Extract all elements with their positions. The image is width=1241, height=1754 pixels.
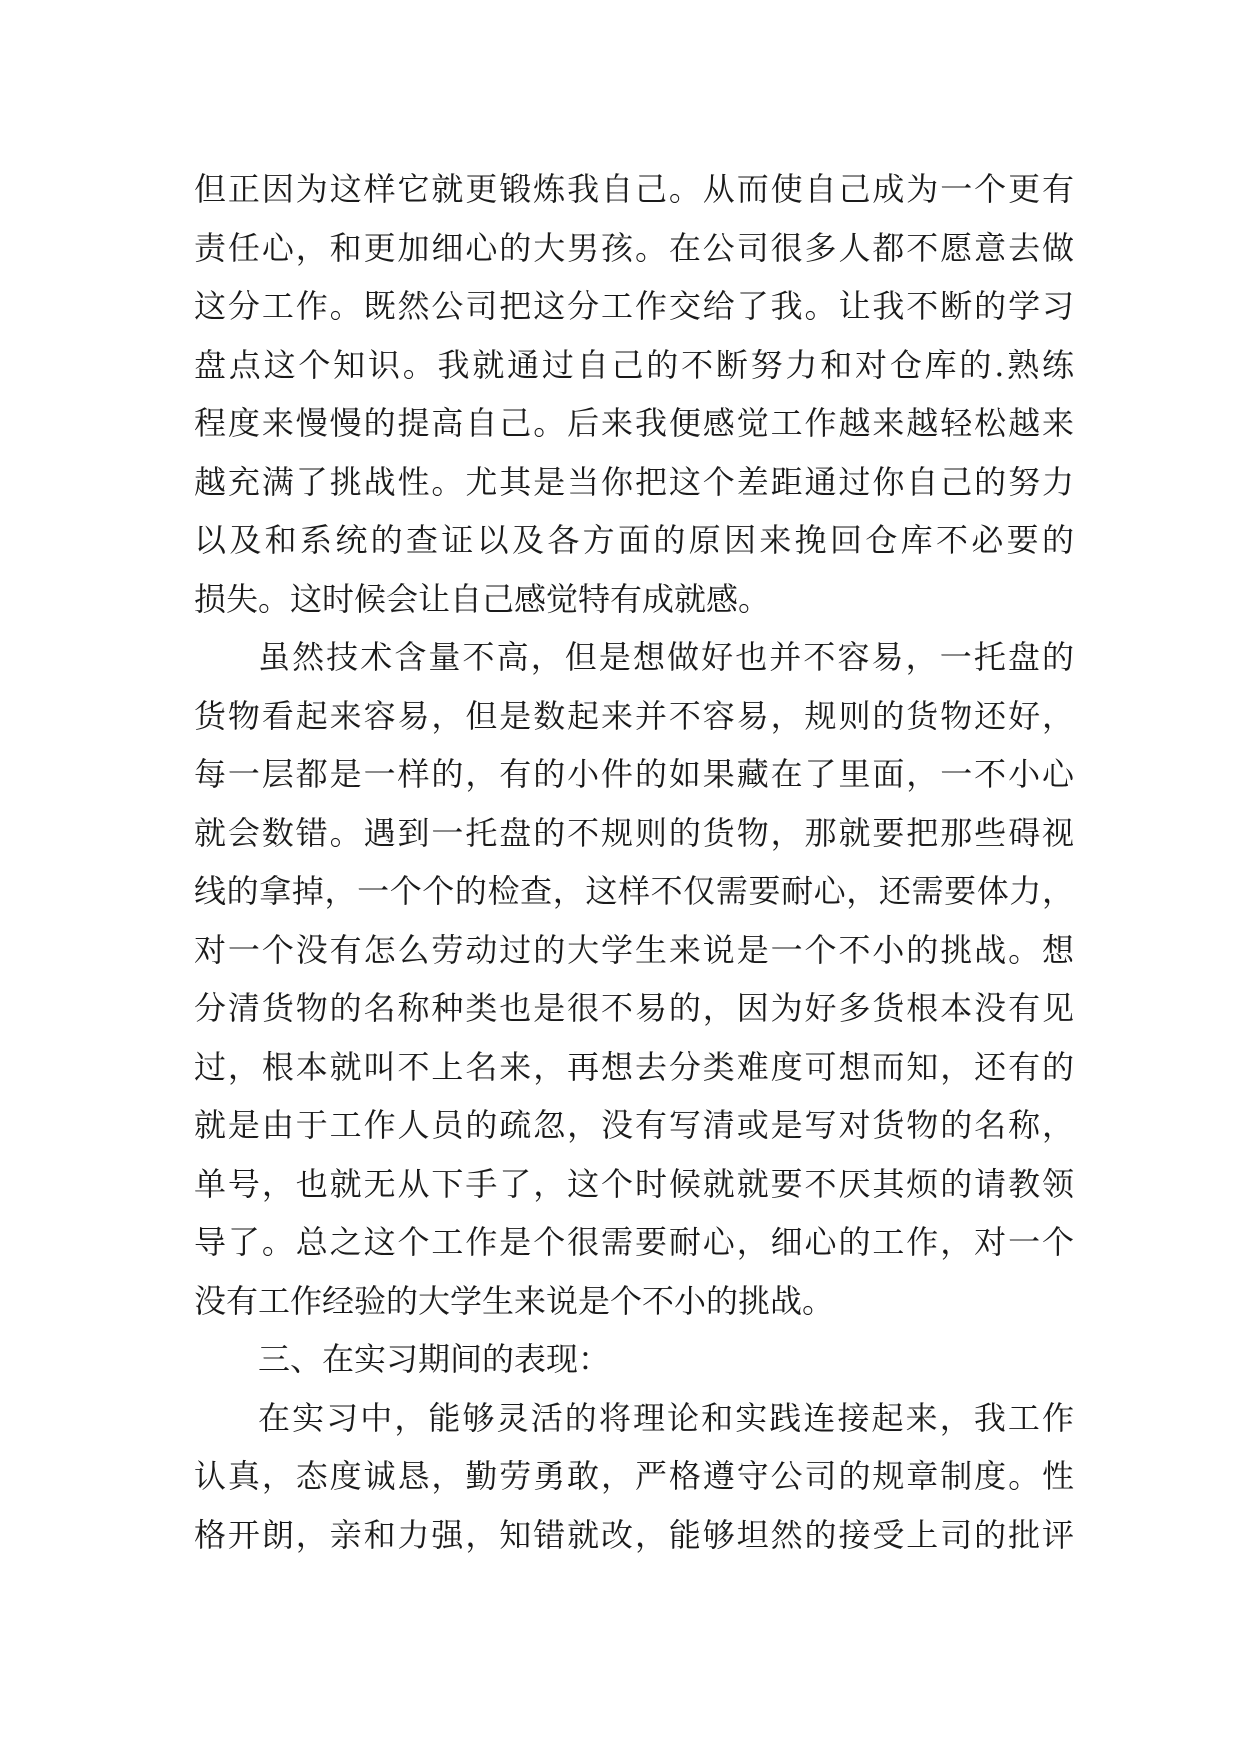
text-line: 在实习中，能够灵活的将理论和实践连接起来，我工作 xyxy=(258,1398,1074,1437)
text-line: 程度来慢慢的提高自己。后来我便感觉工作越来越轻松越来 xyxy=(194,404,1074,442)
text-line: 导了。总之这个工作是个很需要耐心，细心的工作，对一个 xyxy=(194,1223,1074,1261)
text-line: 线的拿掉，一个个的检查，这样不仅需要耐心，还需要体力， xyxy=(194,872,1074,910)
text-line: 没有工作经验的大学生来说是个不小的挑战。 xyxy=(194,1281,835,1320)
text-line: 责任心，和更加细心的大男孩。在公司很多人都不愿意去做 xyxy=(194,228,1074,267)
text-line: 货物看起来容易，但是数起来并不容易，规则的货物还好， xyxy=(194,696,1074,735)
text-line: 就会数错。遇到一托盘的不规则的货物，那就要把那些碍视 xyxy=(194,813,1074,852)
text-line: 损失。这时候会让自己感觉特有成就感。 xyxy=(194,579,771,618)
text-line: 格开朗，亲和力强，知错就改，能够坦然的接受上司的批评 xyxy=(194,1515,1074,1554)
text-line: 三、在实习期间的表现： xyxy=(258,1340,611,1378)
text-line: 但正因为这样它就更锻炼我自己。从而使自己成为一个更有 xyxy=(194,170,1074,208)
text-line: 以及和系统的查证以及各方面的原因来挽回仓库不必要的 xyxy=(194,521,1074,559)
text-line: 盘点这个知识。我就通过自己的不断努力和对仓库的.熟练 xyxy=(194,345,1074,384)
text-line: 单号，也就无从下手了，这个时候就就要不厌其烦的请教领 xyxy=(194,1164,1074,1203)
text-line: 就是由于工作人员的疏忽，没有写清或是写对货物的名称， xyxy=(194,1106,1074,1144)
text-line: 认真，态度诚恳，勤劳勇敢，严格遵守公司的规章制度。性 xyxy=(194,1457,1074,1495)
text-line: 每一层都是一样的，有的小件的如果藏在了里面，一不小心 xyxy=(194,755,1074,793)
text-line: 对一个没有怎么劳动过的大学生来说是一个不小的挑战。想 xyxy=(194,930,1074,969)
text-line: 分清货物的名称种类也是很不易的，因为好多货根本没有见 xyxy=(194,989,1074,1027)
text-line: 这分工作。既然公司把这分工作交给了我。让我不断的学习 xyxy=(194,287,1074,325)
text-line: 过，根本就叫不上名来，再想去分类难度可想而知，还有的 xyxy=(194,1047,1074,1086)
body-text xyxy=(194,160,1074,1564)
text-line: 越充满了挑战性。尤其是当你把这个差距通过你自己的努力 xyxy=(194,462,1074,501)
text-line: 虽然技术含量不高，但是想做好也并不容易，一托盘的 xyxy=(258,638,1074,676)
